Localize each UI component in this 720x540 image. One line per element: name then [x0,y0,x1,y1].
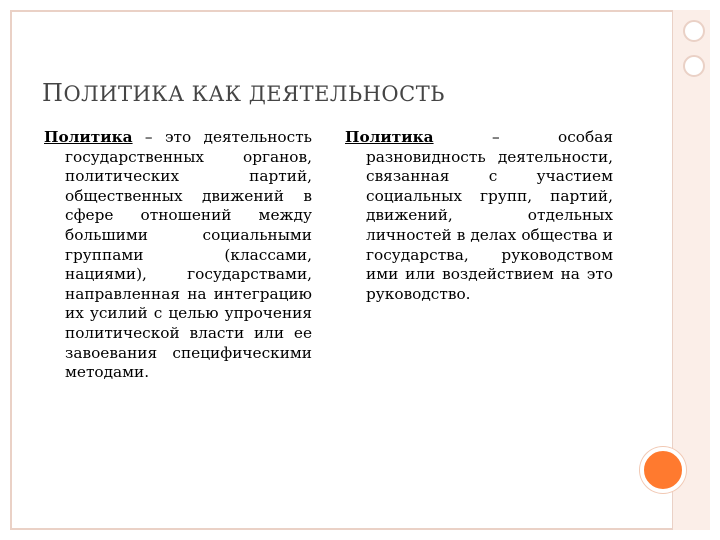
slide-title [42,79,445,107]
definition-right [345,128,613,304]
decorative-circle-top [683,20,705,42]
decorative-circle-middle [683,55,705,77]
right-column [345,128,613,304]
title-rest: ОЛИТИКА КАК ДЕЯТЕЛЬНОСТЬ [63,82,445,106]
definition-left-text: – это деятельность государственных органов, политических партий, общественных движений в сфере отношений между большими социальными группами (классами, нациями), государствами, направленная на интеграцию их усилий с целью упрочения политической власти или ее завоевания специфическими методами. [65,128,312,382]
definition-right-term: Политика [345,128,434,146]
decorative-orange-circle [640,447,686,493]
definition-right-text: – особая разновидность деятельности, связанная с участием социальных групп, партий, движений, отдельных личностей в делах общества и государства, руководством ими или воздействием на это руководство. [366,128,613,303]
title-initial: П [42,79,64,107]
definition-left-term: Политика [44,128,133,146]
definition-left [44,128,312,383]
left-column [44,128,312,383]
